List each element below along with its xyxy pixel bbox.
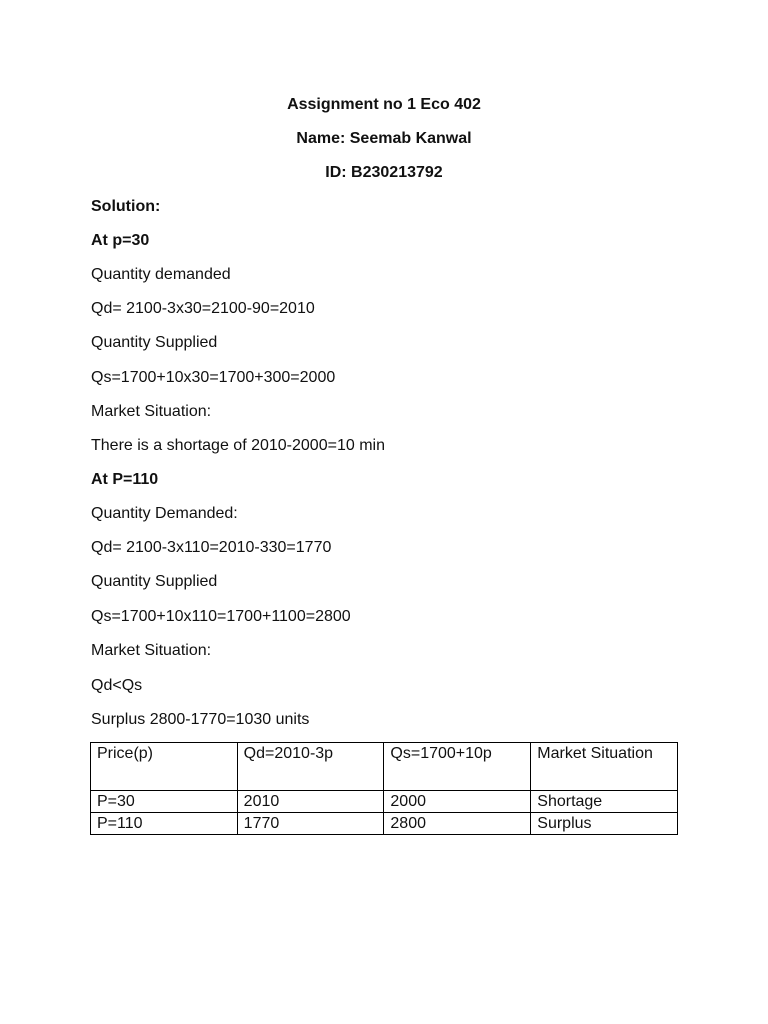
case2-qd-label: Quantity Demanded: xyxy=(91,505,238,522)
summary-table xyxy=(90,742,678,835)
case2-qs-label: Quantity Supplied xyxy=(91,573,218,590)
case1-market-text: There is a shortage of 2010-2000=10 min xyxy=(91,437,385,454)
cell-market-situation: Shortage xyxy=(531,791,678,813)
case2-qs-calc: Qs=1700+10x110=1700+1100=2800 xyxy=(91,608,351,625)
student-name: Name: Seemab Kanwal xyxy=(296,130,472,147)
cell-qs: 2000 xyxy=(384,791,531,813)
cell-qs: 2800 xyxy=(384,813,531,835)
table-header-row xyxy=(91,743,678,791)
table-row xyxy=(91,813,678,835)
cell-qd: 1770 xyxy=(237,813,384,835)
header-market-situation: Market Situation xyxy=(531,743,678,791)
case2-market-text: Surplus 2800-1770=1030 units xyxy=(91,711,310,728)
case2-comparison: Qd<Qs xyxy=(91,677,143,694)
header-qd: Qd=2010-3p xyxy=(237,743,384,791)
case1-heading: At p=30 xyxy=(91,232,150,249)
case2-qd-calc: Qd= 2100-3x110=2010-330=1770 xyxy=(91,539,332,556)
document-title: Assignment no 1 Eco 402 xyxy=(287,96,481,113)
case1-qs-label: Quantity Supplied xyxy=(91,334,218,351)
cell-price: P=30 xyxy=(91,791,238,813)
header-qs: Qs=1700+10p xyxy=(384,743,531,791)
case2-heading: At P=110 xyxy=(91,471,159,488)
solution-heading: Solution: xyxy=(91,198,161,215)
case1-qd-label: Quantity demanded xyxy=(91,266,231,283)
case1-market-label: Market Situation: xyxy=(91,403,212,420)
cell-market-situation: Surplus xyxy=(531,813,678,835)
cell-qd: 2010 xyxy=(237,791,384,813)
cell-price: P=110 xyxy=(91,813,238,835)
header-price: Price(p) xyxy=(91,743,238,791)
case1-qd-calc: Qd= 2100-3x30=2100-90=2010 xyxy=(91,300,315,317)
case2-market-label: Market Situation: xyxy=(91,642,212,659)
case1-qs-calc: Qs=1700+10x30=1700+300=2000 xyxy=(91,369,336,386)
table-row xyxy=(91,791,678,813)
student-id: ID: B230213792 xyxy=(325,164,443,181)
